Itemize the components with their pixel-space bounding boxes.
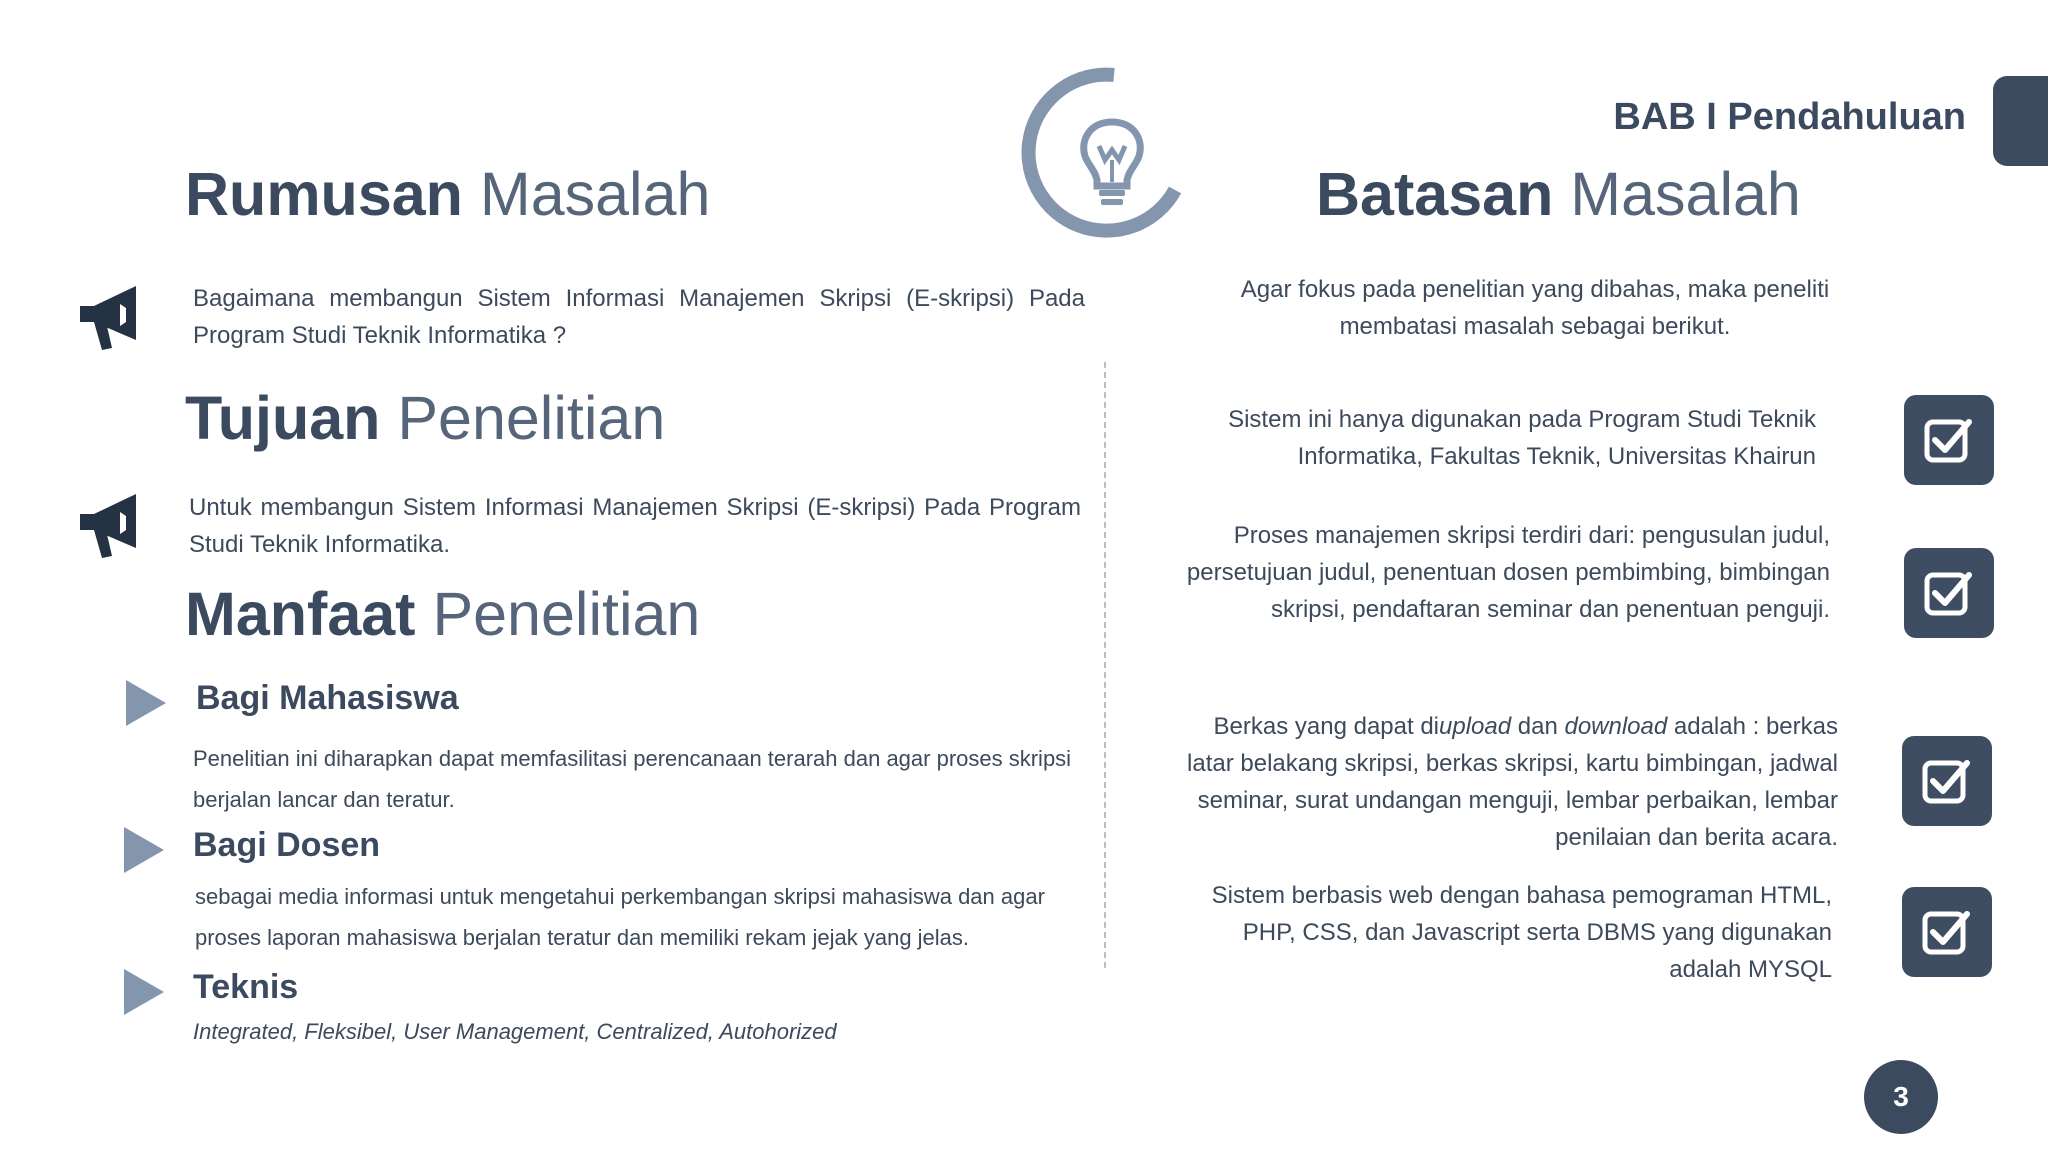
batasan-title-strong: Batasan bbox=[1316, 160, 1554, 228]
page-number: 3 bbox=[1864, 1060, 1938, 1134]
megaphone-icon bbox=[76, 490, 148, 562]
triangle-bullet-icon bbox=[124, 969, 164, 1015]
megaphone-icon bbox=[76, 282, 148, 354]
checkbox-icon bbox=[1902, 736, 1992, 826]
batasan-title-thin: Masalah bbox=[1570, 160, 1801, 228]
manfaat-item-text: Integrated, Fleksibel, User Management, Centralized, Autohorized bbox=[193, 1019, 837, 1044]
manfaat-title-thin: Penelitian bbox=[432, 580, 701, 648]
batasan-item-text: Sistem ini hanya digunakan pada Program Studi Teknik Informatika, Fakultas Teknik, Universitas Khairun bbox=[1228, 406, 1816, 470]
checkbox-icon bbox=[1904, 548, 1994, 638]
tujuan-title-strong: Tujuan bbox=[185, 384, 381, 452]
rumusan-title-thin: Masalah bbox=[479, 160, 711, 228]
vertical-divider bbox=[1104, 362, 1106, 968]
chapter-tab bbox=[1993, 76, 2048, 166]
tujuan-text: Untuk membangun Sistem Informasi Manajemen Skripsi (E-skripsi) Pada Program Studi Teknik Informatika. bbox=[189, 494, 1081, 558]
manfaat-item-heading: Teknis bbox=[193, 968, 299, 1006]
manfaat-item-heading: Bagi Dosen bbox=[193, 826, 381, 864]
batasan-text-part: adalah : berkas latar belakang skripsi, berkas skripsi, kartu bimbingan, jadwal seminar, surat undangan menguji, lembar perbaikan, lembar penilaian dan berita acara. bbox=[1187, 713, 1838, 851]
chapter-title: BAB I Pendahuluan bbox=[1613, 96, 1966, 138]
manfaat-title-strong: Manfaat bbox=[185, 580, 416, 648]
batasan-item-text: Sistem berbasis web dengan bahasa pemograman HTML, PHP, CSS, dan Javascript serta DBMS yang digunakan adalah MYSQL bbox=[1211, 882, 1832, 983]
triangle-bullet-icon bbox=[126, 680, 166, 726]
batasan-item-text bbox=[1170, 708, 1838, 856]
batasan-heading bbox=[1316, 158, 1801, 230]
manfaat-heading bbox=[185, 578, 700, 650]
manfaat-item-text: sebagai media informasi untuk mengetahui perkembangan skripsi mahasiswa dan agar proses laporan mahasiswa berjalan teratur dan memiliki rekam jejak yang jelas. bbox=[195, 884, 1045, 950]
tujuan-heading bbox=[185, 382, 665, 454]
batasan-text-part: Berkas yang dapat di bbox=[1213, 713, 1439, 740]
rumusan-heading bbox=[185, 158, 710, 230]
manfaat-item-heading: Bagi Mahasiswa bbox=[196, 679, 459, 717]
manfaat-item-text: Penelitian ini diharapkan dapat memfasilitasi perencanaan terarah dan agar proses skripsi berjalan lancar dan teratur. bbox=[193, 746, 1072, 812]
tujuan-title-thin: Penelitian bbox=[397, 384, 666, 452]
batasan-item-text: Proses manajemen skripsi terdiri dari: pengusulan judul, persetujuan judul, penentuan dosen pembimbing, bimbingan skripsi, pendaftaran seminar dan penentuan penguji. bbox=[1186, 522, 1830, 623]
rumusan-text: Bagaimana membangun Sistem Informasi Manajemen Skripsi (E-skripsi) Pada Program Studi Teknik Informatika ? bbox=[193, 285, 1085, 349]
batasan-text-upload: upload bbox=[1439, 713, 1512, 740]
triangle-bullet-icon bbox=[124, 827, 164, 873]
rumusan-title-strong: Rumusan bbox=[185, 160, 463, 228]
checkbox-icon bbox=[1904, 395, 1994, 485]
checkbox-icon bbox=[1902, 887, 1992, 977]
batasan-text-download: download bbox=[1564, 713, 1668, 740]
lightbulb-ring-icon bbox=[1015, 58, 1195, 248]
batasan-text-part: dan bbox=[1511, 713, 1565, 740]
batasan-intro: Agar fokus pada penelitian yang dibahas, maka peneliti membatasi masalah sebagai berikut. bbox=[1240, 276, 1830, 340]
